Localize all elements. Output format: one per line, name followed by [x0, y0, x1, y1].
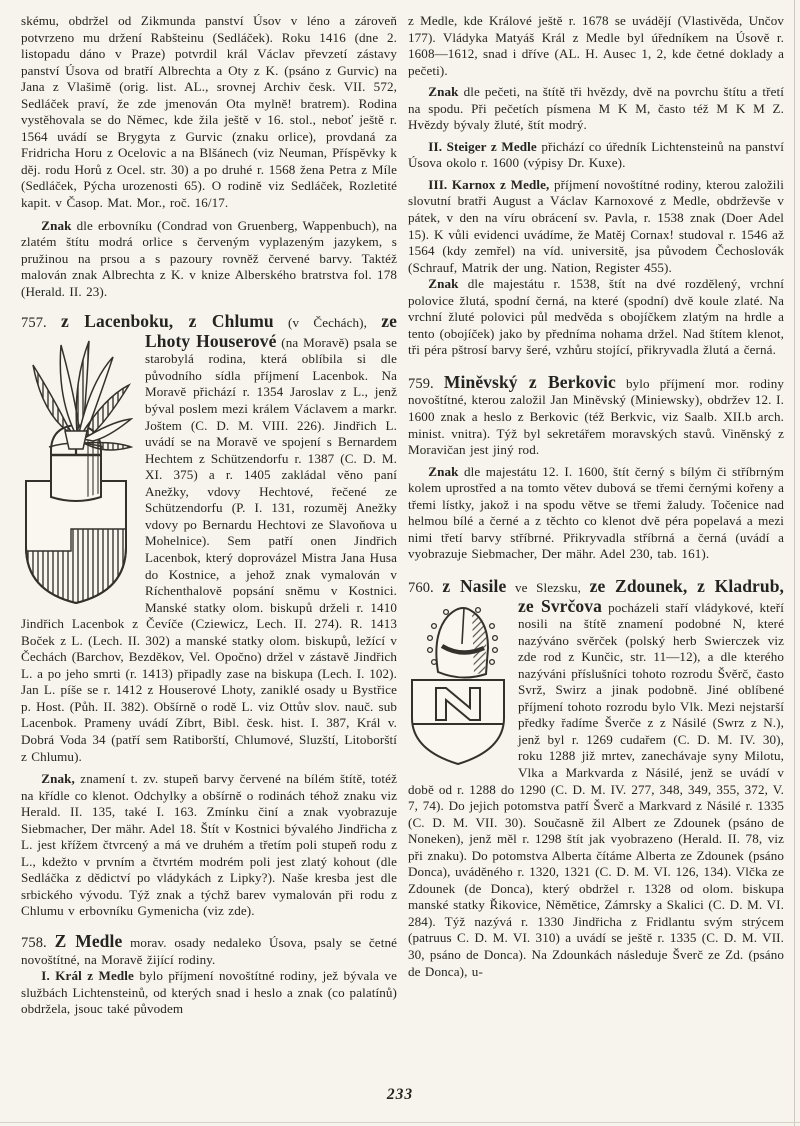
section-759-minevsky	[408, 373, 784, 459]
section-757-body-block	[21, 332, 397, 765]
section-number: 757.	[21, 315, 47, 332]
section-number: 759.	[408, 375, 434, 392]
section-title-part2: ze	[381, 311, 398, 332]
two-column-layout	[21, 13, 784, 1018]
paragraph-znak-karnox	[408, 276, 784, 359]
section-number: 758.	[21, 934, 47, 951]
right-column	[408, 13, 784, 1018]
znak-lead: Znak	[428, 84, 459, 100]
page-number: 233	[386, 1086, 414, 1103]
left-column	[21, 13, 397, 1018]
section-760-heading	[408, 577, 784, 597]
znak-rest: znamení t. zv. stupeň barvy červené na bílém štítě, totéž na křídle co klenot. Odchylky a obšírně o rodinách téhož znaku viz Herald. II. 135, také I. 163. Zmínku činí a znak vyobrazuje Siebmacher, Der mähr. Adel 18. Štít v Kostnici bývalého Jindřicha z L. jest křížem čtvrcený a má ve druhém a třetím poli stupeň rodu z L., kdežto v prvním a čtvrtém modrém poli jest zlatý kohout (dle Sedláčka z dědictví po vládykách z Lipky?). Naše kresba jest dle srbického vývodu. Týž znak a týchž barev vymalován při rodu z Chlumu v erbovníku Gymenicha (viz zde).	[21, 771, 397, 919]
znak-rest: dle erbovníku (Condrad von Gruenberg, Wappenbuch), na zlatém štítu modrá orlice s červeným vyplazeným jazykem, s pružinou na prsou a s pazoury rovněž červené barvy. Taktéž malován znak Albrechta z K. v knize Alberského bratrstva fol. 178 (Herald. II. 23).	[21, 217, 397, 299]
section-758-medle	[21, 932, 397, 1018]
shield-icon	[412, 680, 504, 764]
section-number: 760.	[408, 579, 434, 596]
section-title-part2: ze Zdounek, z Kladrub,	[589, 575, 785, 596]
section-758-heading	[21, 932, 397, 968]
lacenbok-crest-icon	[21, 335, 133, 607]
znak-rest: dle majestátu r. 1538, štít na dvé rozdělený, vrchní polovice žlutá, spodní černá, na které (spodní) dvě koule zlaté. Na vrchní žluté polovici půl medvěda s obojíčkem zlatým na hrdle a tento (obojíček) jako by předníma nohama držel. Nad štítem klenot, tři péra pštrosí barvy šeré, vzhůru stojící, přikryvadla žlutá a černá.	[408, 276, 784, 358]
paragraph-kral-z-medle	[21, 968, 397, 1018]
section-intro: morav. osady nedaleko Úsova, psaly se četné novoštítné, na Moravě žijící rodiny.	[21, 934, 398, 967]
section-757-lacenbok	[21, 312, 397, 765]
section-759-heading	[408, 373, 784, 459]
znak-lead: Znak	[428, 463, 459, 479]
helmet-icon	[428, 607, 498, 677]
heraldic-crest-nasile	[408, 600, 508, 770]
heraldic-crest-lacenbok	[21, 335, 133, 607]
paragraph-karnox	[408, 177, 784, 276]
znak-lead: Znak	[428, 276, 459, 292]
wing-icon	[33, 341, 131, 450]
paragraph-continuation-medle: z Medle, kde Králové ještě r. 1678 se uvádějí (Vlastivěda, Unčov 177). Vládyka Matyáš Král z Medle byl úředníkem na Úsově r. 1608—1612, snad i dříve (AL. H. Ausec 1, 2, kde četné doklady a pečeti).	[408, 13, 784, 78]
section-760-body-block	[408, 597, 784, 981]
subfamily-rest: bylo příjmení novoštítné rodiny, jež bývala ve službách Lichtensteinů, od kterých snad i heslo a znak (co palatínů) obdržela, jsouc také původem	[21, 968, 397, 1017]
paragraph-znak-minevsky	[408, 464, 784, 563]
section-title: z Lacenboku, z Chlumu	[61, 311, 274, 332]
section-title: z Nasile	[442, 575, 507, 596]
section-757-text: psala se starobylá rodina, která oblíbila si dle původního sídla příjmení Lacenbok. Na Moravě přichází r. 1354 Jaroslav z L., jenž býval poslem mezi králem Václavem a markr. Joštem (C. D. M. VIII. 226). Jindřich L. uvádí se na Moravě ve spojení s Bernardem Hechtem z Schützendorfu r. 1387 (C. D. M. XI. 375) a r. 1405 zakládal věno paní Anežky, vdovy Hechtové, řečené ze Schützendorfu (P. I. 131, rozuměj Anežky vdovy po Bernardu Hechtovi ze Slavoňova u Mohelnice). Sem patří onen Jindřich Lacenbok, který doprovázel Mistra Jana Husa do Kostnice, a jehož znak vymalován v Ríchenthalově popsání sněmu v Kostnici. Manské statky olom. biskupů drželi r. 1410 Jindřich Lacenbok z Čevíče (Cziewicz, Lech. II. 274). R. 1413 Boček z L. (Lech. II. 302) a manské statky olom. biskupů, ležící v Čechách (Barchov, Bezděkov, Vel. Opočno) držel v zástavě Jindřich L. a po jeho smrti (r. 1413) připadly zase na biskupa (Lech. I. 102). Jan L. píše se r. 1412 z Houserové Lhoty, zaniklé osady u Bystřice p. Host. (Půh. II. 382). Obšírně o rodě L. viz Ottův slov. nauč. sub Lacenbok. Prameny uvádí Zíbrt, Bibl. česk. hist. I. 387, Král v. Dobrá Voda 34 (patří sem Ratiborští, Chlumové, Sluzští, Litoborští z Chlumu).	[21, 334, 397, 764]
section-title-part3: Lhoty Houserové	[145, 330, 277, 351]
znak-rest: dle majestátu 12. I. 1600, štít černý s bílým či stříbrným kolem uprostřed a na tomto větev dubová se třemi černými kořeny a třemi lístky, jakož i na spodu větve se třemi žaludy. Točenice nad helmou bílé a černé a z těchto co klenot dvě péra popelavá a mezi nimi třetí barvy stříbrné. Přikryvadla stříbrná a černá (uvádí a vyobrazuje Siebmacher, Der mähr. Adel 230, tab. 161).	[408, 463, 784, 562]
section-title-note: (v Čechách),	[288, 315, 367, 331]
scan-edge-bottom	[0, 1122, 800, 1123]
paragraph-znak-kral	[408, 84, 784, 134]
scan-edge-right	[794, 0, 795, 1126]
subfamily-rest: příjmení novoštítné rodiny, kterou založili slovutní bratři August a Václav Karnoxové z Medle, obdrževše v pátek, v den na víru obrácení sv. Pavla, r. 1538 znak (Doer Adel 15). K vůli evidenci uvádíme, že Matěj Cornax! studoval r. 1546 až 1564 (kdy zemřel) na víd. universitě, jsa původem Čechoslovák (Schrauf, Matrik der ung. Nation, Register 455).	[408, 176, 784, 275]
znak-lead: Znak	[41, 217, 72, 233]
subfamily-rest: přichází co úředník Lichtensteinů na panství Úsova okolo r. 1600 (výpisy Dr. Kuxe).	[408, 138, 784, 171]
section-title-note2: (na Moravě)	[281, 334, 349, 350]
subfamily-lead: II. Steiger z Medle	[428, 138, 537, 154]
section-title-part3: ze Svrčova	[518, 595, 602, 616]
paragraph-znak-gurvic	[21, 218, 397, 301]
section-760-nasile	[408, 577, 784, 980]
section-title-note: ve Slezsku,	[514, 579, 581, 595]
section-760-text: pocházeli staří vládykové, kteří nosili na štítě znamení podobné N, které nazýváno svěrček (polský herb Swierczek viz zde rod z Kunčic, str. 11—12), a dle kterého nazýváni příslušníci tohoto rozrodu Švěrč, často Svrž, Swirz a jinak podobně. Jiné oblíbené příjmení tohoto rozrodu bylo Vlk. Mezi nejstarší předky řadíme Šverče z z Násilé (Swrz z N.), jenž byl r. 1269 cudařem (C. D. M. IV. 30), roku 1288 již mrtev, zanechávaje syny Milotu, Vlka a Markvarda z Násilé, jenž se uvádí v době od r. 1288 do 1290 (C. D. M. IV. 277, 348, 349, 355, 372, V. 7, 74). Do jejich potomstva patří Šverč a Markvard z Násilé r. 1335 (C. D. M. VII. 30). Současně žil Albert ze Zdounek (psáno de Noneken), jenž měl r. 1298 štít jak vyobrazeno (Herald. II. 78, viz při znaku). Do potomstva Alberta čítáme Alberta ze Zdounek (psáno Donca), uváděného r. 1320, 1321 (C. D. M. VI. 126, 134). Vlčka ze Zdounek (de Donca), který obdržel r. 1328 od olom. biskupa manské statky Řikovice, Němětice, Zámrsky a Skalici (C. D. M. VI. 284). Týž nazývá r. 1330 Jindřicha z Fridlantu svým strýcem (patruus C. D. M. VI. 310) a uvádí se ještě r. 1335 (C. D. M. VII. 30, psáno de Donca). Na Zdounkách následuje Šverč ze Zd. (psáno de Donca), u-	[408, 599, 784, 979]
paragraph-steiger	[408, 139, 784, 172]
section-intro: bylo příjmení mor. rodiny novoštítné, kterou založil Jan Miněvský (Miniewsky), obdržev 12. I. 1600 znak a heslo z Berkovic (též Berkvic, viz Saalb. XII.b arch. minist. vnitra). Týž byl sekretářem moravských stavů. Viněnský z Moravičan jest jiný rod.	[408, 375, 784, 458]
paragraph-znak-lacenbok	[21, 771, 397, 920]
nasile-crest-icon	[408, 600, 508, 770]
subfamily-lead: I. Král z Medle	[41, 968, 134, 984]
section-title: Z Medle	[54, 930, 123, 951]
section-757-heading	[21, 312, 397, 332]
paragraph-continuation-gurvic: skému, obdržel od Zikmunda panství Úsov v léno a zároveň potvrzeno mu držení Rabšteinu (Sedláček). Roku 1416 (dne 2. listopadu dáno v Praze) potvrdil král Václav převzetí zástavy panství Úsova od bratří Albrechta a Oty z K. (psáno z Gurvic) na Jana z Vlašimě (orig. list. AL., srovnej Archiv česk. VII. 572, Sedláček praví, že zde jmenován Ota mylně! bratrem). Rodina vystěhovala se do Němec, kde žila ještě v 16. stol., neboť ještě r. 1564 uvádí se Brygyta z Gurvic (znaku orlice), provdaná za Fridricha Horu z Ocelovic a na Blšánech (viz Neuman, Příspěvky k děj. rodu Horů z Ocel. str. 30) a po druhé r. 1568 žena Petra z Míle (Sedláček, Pýcha urozenosti 65). O rodině viz Sedláček, Rozletité kapit. v Časop. Mat. Mor., roč. 16/17.	[21, 13, 397, 211]
znak-lead: Znak,	[41, 771, 75, 787]
znak-rest: dle pečeti, na štítě tři hvězdy, dvě na povrchu štítu a třetí na spodu. Při pečetích písmena M K M, často též M K M Z. Hvězdy bývaly žluté, štít modrý.	[408, 84, 784, 133]
section-title: Miněvský z Berkovic	[443, 371, 616, 392]
subfamily-lead: III. Karnox z Medle,	[428, 176, 550, 192]
